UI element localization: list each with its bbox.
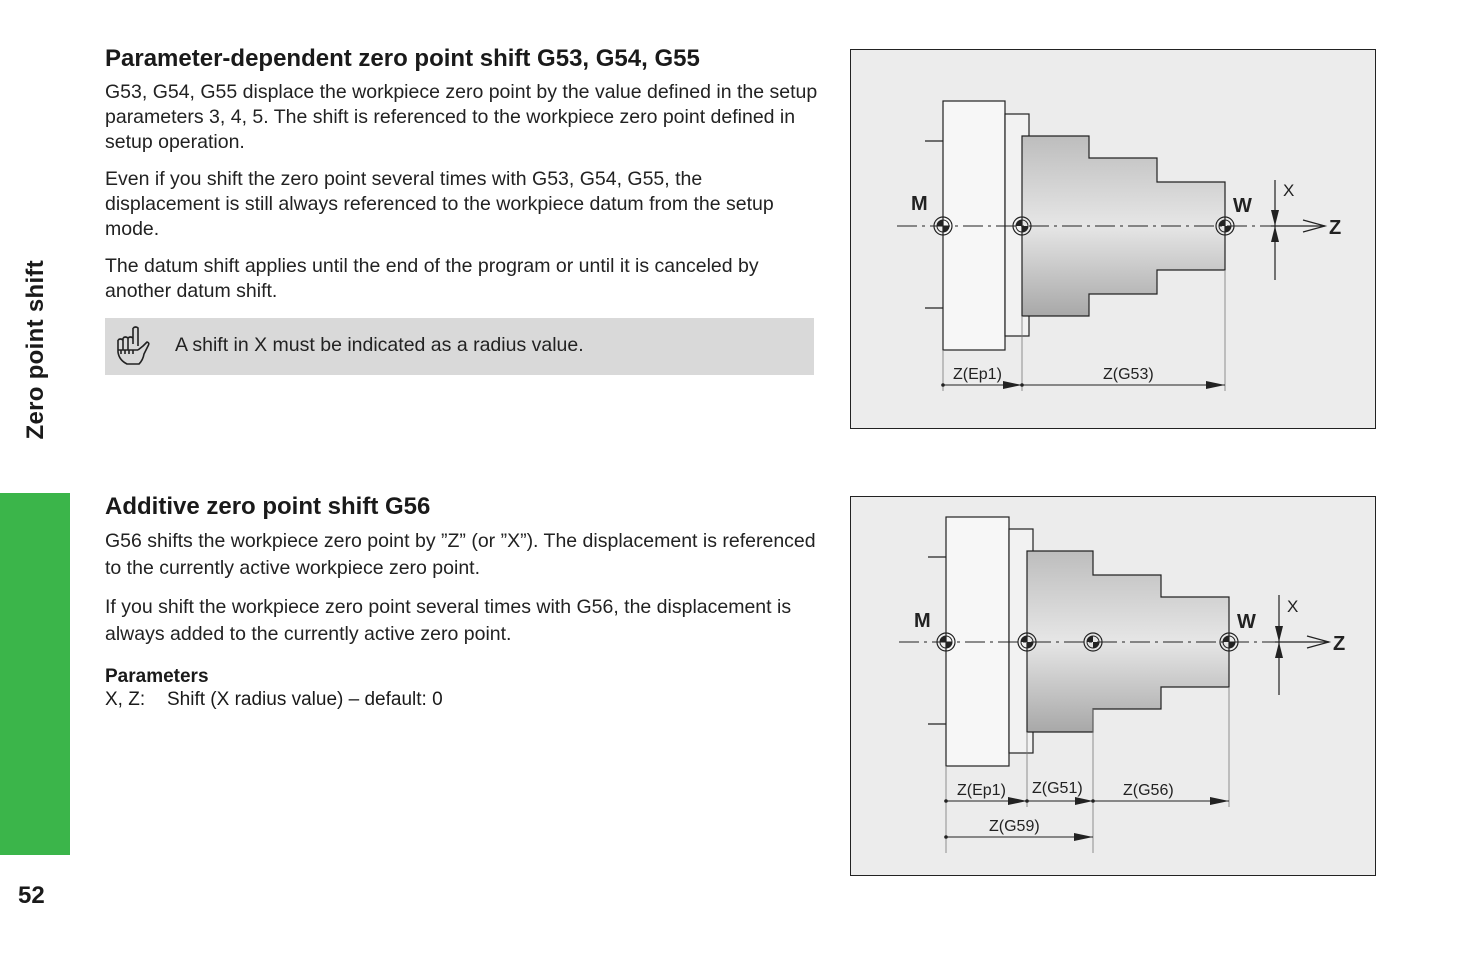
chapter-title: Zero point shift — [22, 260, 49, 440]
label-x: X — [1287, 597, 1299, 616]
parameter-key: X, Z: — [105, 689, 146, 710]
label-m: M — [914, 610, 931, 632]
dim-label: Z(Ep1) — [953, 366, 1002, 383]
lathe-diagram — [851, 50, 1375, 428]
dim-label: Z(G56) — [1123, 782, 1174, 799]
paragraph: G53, G54, G55 displace the workpiece zero point by the value defined in the setup parameters 3, 4, 5. The shift is referenced to the workpiece zero point defined in setup operation. — [105, 81, 818, 153]
note-box — [105, 318, 814, 375]
label-w: W — [1233, 195, 1252, 217]
page-number: 52 — [18, 882, 45, 909]
label-z: Z — [1329, 217, 1342, 239]
note-text: A shift in X must be indicated as a radius value. — [175, 334, 584, 356]
label-w: W — [1237, 611, 1256, 633]
dim-label: Z(G51) — [1032, 780, 1083, 797]
hand-pointer-icon — [113, 324, 155, 368]
parameter-row — [105, 688, 820, 712]
label-x: X — [1283, 181, 1295, 200]
paragraph: The datum shift applies until the end of the program or until it is canceled by another datum shift. — [105, 255, 759, 302]
lathe-diagram — [851, 497, 1375, 875]
figure-g56-additive-shift — [850, 496, 1376, 876]
dim-label: Z(G53) — [1103, 366, 1154, 383]
section-additive-shift — [105, 492, 820, 712]
dim-label: Z(Ep1) — [957, 782, 1006, 799]
label-z: Z — [1333, 633, 1346, 655]
paragraph: G56 shifts the workpiece zero point by ”Z” (or ”X”). The displacement is referenced to the currently active workpiece zero point. — [105, 530, 816, 579]
figure-g53-zero-shift — [850, 49, 1376, 429]
parameters-heading: Parameters — [105, 666, 209, 687]
paragraph: Even if you shift the zero point several times with G53, G54, G55, the displacement is still always referenced to the workpiece datum from the setup mode. — [105, 168, 774, 240]
dim-label: Z(G59) — [989, 818, 1040, 835]
paragraph: If you shift the workpiece zero point several times with G56, the displacement is always added to the currently active zero point. — [105, 596, 792, 645]
sidebar-chapter-label — [22, 260, 98, 460]
section-title: Parameter-dependent zero point shift G53, G54, G55 — [105, 45, 700, 72]
section-title: Additive zero point shift G56 — [105, 493, 431, 520]
chapter-tab — [0, 493, 70, 855]
parameter-value: Shift (X radius value) – default: 0 — [167, 689, 443, 710]
label-m: M — [911, 193, 928, 215]
section-parameter-dependent-shift — [105, 44, 820, 316]
